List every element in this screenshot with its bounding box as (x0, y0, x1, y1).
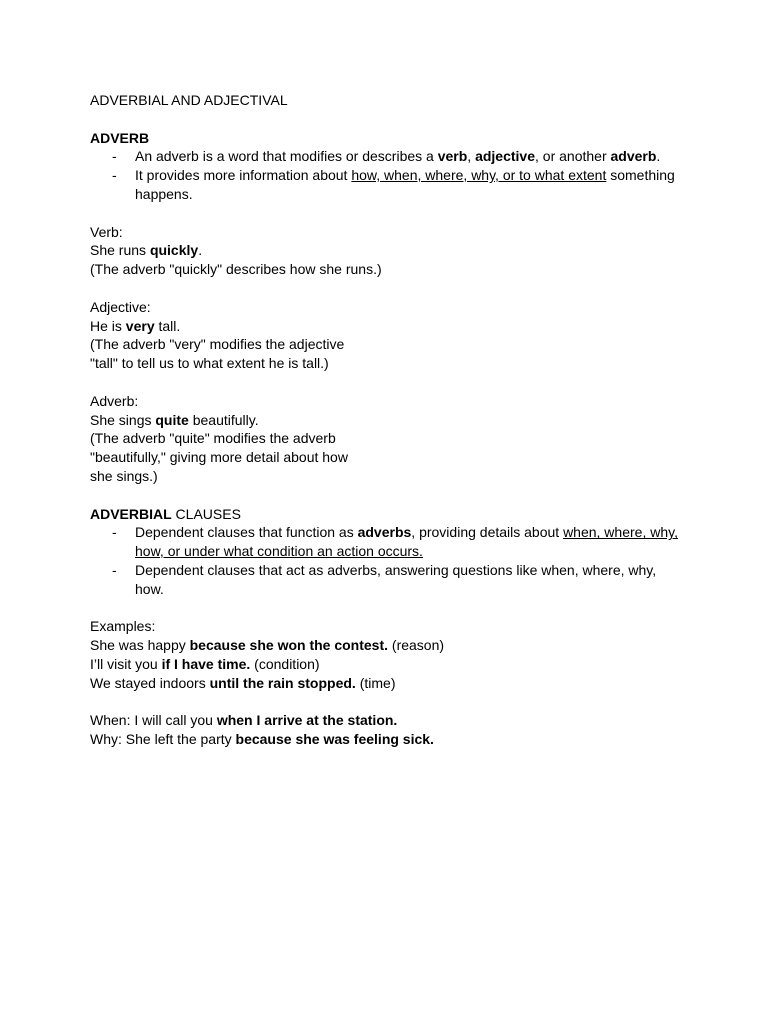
bullet-text: , or another (535, 148, 611, 165)
adverb-example-note: she sings.) (90, 467, 158, 484)
underlined-phrase: how, when, where, why, or to what extent (351, 167, 607, 184)
spacer (90, 373, 690, 392)
bold-adverb: very (125, 317, 155, 334)
example-line: She was happy because she won the contest. (reason) (90, 637, 445, 654)
bullet-text-continued: happens. (135, 185, 193, 202)
clauses-bullet-1 (90, 523, 678, 561)
spacer (90, 599, 690, 618)
underlined-phrase: when, where, why, (563, 524, 678, 541)
adjective-label: Adjective: (90, 298, 151, 315)
bullet-dash: - (112, 148, 117, 165)
spacer (90, 279, 690, 298)
verb-label: Verb: (90, 223, 123, 240)
bold-adverb: quite (155, 411, 189, 428)
bold-term-adverbs: adverbs (357, 524, 412, 541)
bold-clause: until the rain stopped. (209, 674, 356, 691)
bold-term-adjective: adjective (475, 148, 535, 165)
clauses-bullet-list (90, 523, 690, 598)
example-line: We stayed indoors until the rain stopped. (time) (90, 674, 396, 691)
bold-term-verb: verb (437, 148, 468, 165)
bullet-dash: - (112, 561, 117, 578)
bold-clause: if I have time. (161, 655, 251, 672)
adverb-example-note: (The adverb "quite" modifies the adverb (90, 430, 336, 447)
why-example-line: Why: She left the party because she was feeling sick. (90, 731, 434, 748)
bullet-text: , (467, 148, 476, 165)
example-line: I’ll visit you if I have time. (condition) (90, 655, 320, 672)
bold-clause: because she won the contest. (189, 637, 389, 654)
bold-clause: because she was feeling sick. (235, 731, 434, 748)
bold-adverb: quickly (149, 242, 199, 259)
verb-example-note: (The adverb "quickly" describes how she runs.) (90, 261, 382, 278)
spacer (90, 204, 690, 223)
bullet-text: An adverb is a word that modifies or describes a (135, 148, 438, 165)
clauses-bullet-2 (90, 561, 675, 599)
adverb-example-note: "beautifully," giving more detail about how (90, 449, 348, 466)
spacer (90, 693, 690, 712)
bold-term-adverb: adverb (610, 148, 657, 165)
document-title: ADVERBIAL AND ADJECTIVAL (90, 92, 288, 108)
adverb-bullet-1 (90, 147, 675, 166)
adverb-bullet-list (90, 147, 690, 203)
bullet-text: Dependent clauses that function as (135, 524, 358, 541)
adjective-example-note: "tall" to tell us to what extent he is tall.) (90, 355, 329, 372)
adverb-bullet-2 (90, 166, 675, 204)
bullet-text: , providing details about (411, 524, 564, 541)
spacer (90, 486, 690, 505)
bullet-text-continued: how. (135, 580, 164, 597)
document-page (90, 91, 690, 749)
underlined-phrase: how, or under what condition an action occurs. (135, 543, 423, 560)
spacer (90, 110, 690, 129)
adverb-heading: ADVERB (90, 129, 150, 146)
bullet-dash: - (112, 524, 117, 541)
adjective-example-sentence: He is very tall. (90, 317, 181, 334)
bullet-text: . (656, 148, 661, 165)
bullet-dash: - (112, 167, 117, 184)
verb-example-sentence: She runs quickly. (90, 242, 203, 259)
adverb-label: Adverb: (90, 392, 139, 409)
adverb-example-sentence: She sings quite beautifully. (90, 411, 259, 428)
adverbial-clauses-heading: ADVERBIAL CLAUSES (90, 505, 241, 522)
adjective-example-note: (The adverb "very" modifies the adjective (90, 336, 345, 353)
bullet-text: It provides more information about (135, 167, 352, 184)
bold-clause: when I arrive at the station. (216, 712, 398, 729)
bullet-text: Dependent clauses that act as adverbs, answering questions like when, where, why, (135, 561, 657, 578)
bullet-text: something (606, 167, 675, 184)
when-example-line: When: I will call you when I arrive at the station. (90, 712, 398, 729)
examples-label: Examples: (90, 618, 156, 635)
